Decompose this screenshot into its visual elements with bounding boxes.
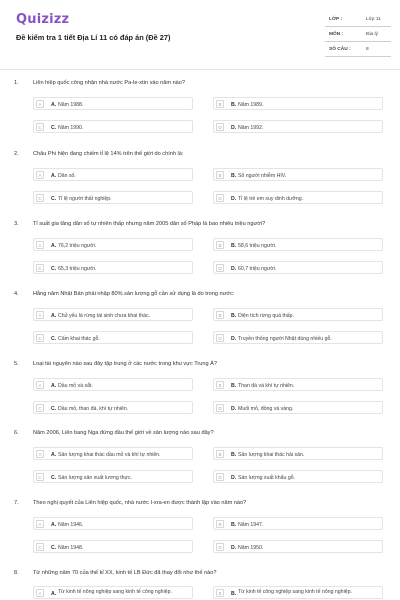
option-b[interactable] <box>213 308 383 321</box>
option-text: Năm 1988. <box>58 101 84 108</box>
option-letter: C. <box>51 124 57 131</box>
option-letter: D. <box>231 474 237 481</box>
option-text: 58,6 triệu người. <box>238 242 277 249</box>
option-text: Sản lượng khai thác hải sản. <box>238 451 305 458</box>
question-number: 3. <box>14 221 19 227</box>
option-text: 65,3 triệu người. <box>58 265 97 272</box>
option-box: C <box>36 264 44 272</box>
option-text: Năm 1990. <box>58 124 84 131</box>
question-text: Loại tài nguyên nào sau đây tập trung ở các nước trong khu vực Trung Á? <box>33 361 217 367</box>
option-b[interactable] <box>213 97 383 110</box>
option-a[interactable] <box>33 447 193 460</box>
question-number: 5. <box>14 361 19 367</box>
option-letter: B. <box>231 382 237 389</box>
option-a[interactable] <box>33 308 193 321</box>
option-letter: C. <box>51 474 57 481</box>
option-d[interactable] <box>213 540 383 553</box>
option-box: B <box>216 450 224 458</box>
option-box: C <box>36 473 44 481</box>
option-text: Dân số. <box>58 172 76 179</box>
option-c[interactable] <box>33 120 193 133</box>
option-box: C <box>36 543 44 551</box>
option-c[interactable] <box>33 191 193 204</box>
option-text: Năm 1946. <box>58 521 84 528</box>
meta-value: Địa lý <box>366 32 378 37</box>
option-box: C <box>36 334 44 342</box>
question-number: 6. <box>14 430 19 436</box>
option-box: C <box>36 123 44 131</box>
meta-row-subject <box>325 27 391 42</box>
option-text: Sản lượng khai thác dầu mỏ và khí tự nhiên. <box>58 451 161 458</box>
option-letter: B. <box>231 101 237 108</box>
question-text: Tỉ suất gia tăng dân số tự nhiên thấp nhưng năm 2005 dân số Pháp là bao nhiêu triệu người? <box>33 221 266 227</box>
option-letter: A. <box>51 101 57 108</box>
option-box: A <box>36 381 44 389</box>
meta-label: SỐ CÂU : <box>329 47 351 52</box>
option-box: B <box>216 171 224 179</box>
question-number: 2. <box>14 151 19 157</box>
option-c[interactable] <box>33 331 193 344</box>
option-text: Muối mỏ, đồng và vàng. <box>238 405 294 412</box>
option-text: Than đá và khí tự nhiên. <box>238 382 295 389</box>
option-letter: D. <box>231 335 237 342</box>
meta-panel <box>325 12 391 57</box>
option-text: 76,2 triệu người. <box>58 242 97 249</box>
option-box: B <box>216 381 224 389</box>
option-text: Năm 1989. <box>238 101 264 108</box>
option-box: C <box>36 194 44 202</box>
option-b[interactable] <box>213 378 383 391</box>
option-text: Dầu mỏ và sắt. <box>58 382 93 389</box>
question-number: 4. <box>14 291 19 297</box>
option-letter: A. <box>51 242 57 249</box>
option-text: Tỉ lệ người thất nghiệp. <box>58 195 112 202</box>
option-box: B <box>216 100 224 108</box>
option-letter: C. <box>51 405 57 412</box>
option-letter: D. <box>231 544 237 551</box>
option-box: D <box>216 543 224 551</box>
option-d[interactable] <box>213 470 383 483</box>
option-text: Năm 1948. <box>58 544 84 551</box>
option-d[interactable] <box>213 120 383 133</box>
option-letter: B. <box>231 312 237 319</box>
option-text: Năm 1947. <box>238 521 264 528</box>
option-b[interactable] <box>213 447 383 460</box>
option-b[interactable] <box>213 517 383 530</box>
option-text: Năm 1992. <box>238 124 264 131</box>
meta-value: Lớp 11 <box>366 17 381 22</box>
option-text: Chủ yếu là rừng tái sinh chưa khai thác. <box>58 312 151 319</box>
option-letter: A. <box>51 172 57 179</box>
option-c[interactable] <box>33 401 193 414</box>
option-b[interactable] <box>213 238 383 251</box>
option-a[interactable] <box>33 238 193 251</box>
option-text: 60,7 triệu người. <box>238 265 277 272</box>
option-box: C <box>36 404 44 412</box>
option-letter: A. <box>51 451 57 458</box>
question-text: Liên hiệp quốc công nhận nhà nước Pa-le-xtin vào năm nào? <box>33 80 186 86</box>
question-number: 7. <box>14 500 19 506</box>
option-letter: B. <box>231 451 237 458</box>
option-box: B <box>216 241 224 249</box>
quizizz-logo: Quizizz <box>16 12 70 27</box>
option-text: Số người nhiễm HIV. <box>238 172 287 179</box>
option-letter: D. <box>231 124 237 131</box>
question-number: 1. <box>14 80 19 86</box>
option-box: D <box>216 473 224 481</box>
option-letter: B. <box>231 521 237 528</box>
option-d[interactable] <box>213 401 383 414</box>
option-a[interactable] <box>33 378 193 391</box>
option-b[interactable] <box>213 168 383 181</box>
option-text: Sản lượng xuất khẩu gỗ. <box>238 474 296 481</box>
option-a[interactable] <box>33 168 193 181</box>
option-d[interactable] <box>213 261 383 274</box>
option-letter: A. <box>51 590 57 597</box>
meta-row-count <box>325 42 391 57</box>
option-text: Cấm khai thác gỗ. <box>58 335 100 342</box>
option-box: A <box>36 589 44 597</box>
question-number: 8. <box>14 570 19 576</box>
option-letter: A. <box>51 312 57 319</box>
option-c[interactable] <box>33 540 193 553</box>
question-text: Năm 2006, Liên bang Nga đứng đầu thế giới về sản lượng nào sau đây? <box>33 430 214 436</box>
option-letter: C. <box>51 195 57 202</box>
question-text: Châu Phi hiện đang chiếm tỉ lệ 14% trên thế giới do chính là: <box>33 151 184 157</box>
option-letter: B. <box>231 242 237 249</box>
meta-value: 8 <box>366 47 369 52</box>
option-box: D <box>216 123 224 131</box>
option-letter: C. <box>51 265 57 272</box>
option-box: D <box>216 334 224 342</box>
option-box: A <box>36 450 44 458</box>
option-c[interactable] <box>33 261 193 274</box>
option-d[interactable] <box>213 331 383 344</box>
option-letter: A. <box>51 521 57 528</box>
meta-row-class <box>325 12 391 27</box>
option-text: Diện tích rừng quá thấp. <box>238 312 294 319</box>
option-box: A <box>36 100 44 108</box>
option-box: B <box>216 589 224 597</box>
option-letter: B. <box>231 172 237 179</box>
question-text: Hằng năm Nhật Bản phải nhập 80% sản lượng gỗ cần sử dụng là do trong nước: <box>33 291 235 297</box>
option-text: Từ kinh tế nông nghiệp sang kinh tế công nghiệp. <box>58 588 172 595</box>
option-letter: C. <box>51 335 57 342</box>
question-text: Từ những năm 70 của thế kỉ XX, kinh tế LB Đức đã thay đổi như thế nào? <box>33 570 217 576</box>
option-letter: B. <box>231 590 237 597</box>
option-text: Tỉ lệ trẻ em suy dinh dưỡng. <box>238 195 304 202</box>
option-box: A <box>36 241 44 249</box>
option-box: D <box>216 194 224 202</box>
option-box: A <box>36 520 44 528</box>
option-d[interactable] <box>213 191 383 204</box>
header-divider <box>0 69 400 70</box>
option-box: B <box>216 311 224 319</box>
meta-label: LỚP : <box>329 17 343 22</box>
option-letter: C. <box>51 544 57 551</box>
option-c[interactable] <box>33 470 193 483</box>
option-box: D <box>216 264 224 272</box>
option-text: Sản lượng sản xuất lương thực. <box>58 474 133 481</box>
option-text: Truyền thống người Nhật dùng nhiều gỗ. <box>238 335 332 342</box>
option-box: A <box>36 311 44 319</box>
option-a[interactable] <box>33 517 193 530</box>
option-letter: A. <box>51 382 57 389</box>
question-text: Theo nghị quyết của Liên hiệp quốc, nhà nước I-xra-en được thành lập vào năm nào? <box>33 500 247 506</box>
option-letter: D. <box>231 265 237 272</box>
page-header <box>0 0 400 62</box>
option-b[interactable] <box>213 586 383 599</box>
page-title: Đề kiểm tra 1 tiết Địa Lí 11 có đáp án (Đề 27) <box>16 33 171 42</box>
option-text: Dầu mỏ, than đá, khí tự nhiên. <box>58 405 129 412</box>
option-a[interactable] <box>33 586 193 599</box>
option-text: Năm 1950. <box>238 544 264 551</box>
option-letter: D. <box>231 195 237 202</box>
option-box: A <box>36 171 44 179</box>
option-letter: D. <box>231 405 237 412</box>
option-a[interactable] <box>33 97 193 110</box>
option-text: Từ kinh tế công nghiệp sang kinh tế nông nghiệp. <box>238 588 352 595</box>
meta-label: MÔN : <box>329 32 344 37</box>
option-box: B <box>216 520 224 528</box>
option-box: D <box>216 404 224 412</box>
